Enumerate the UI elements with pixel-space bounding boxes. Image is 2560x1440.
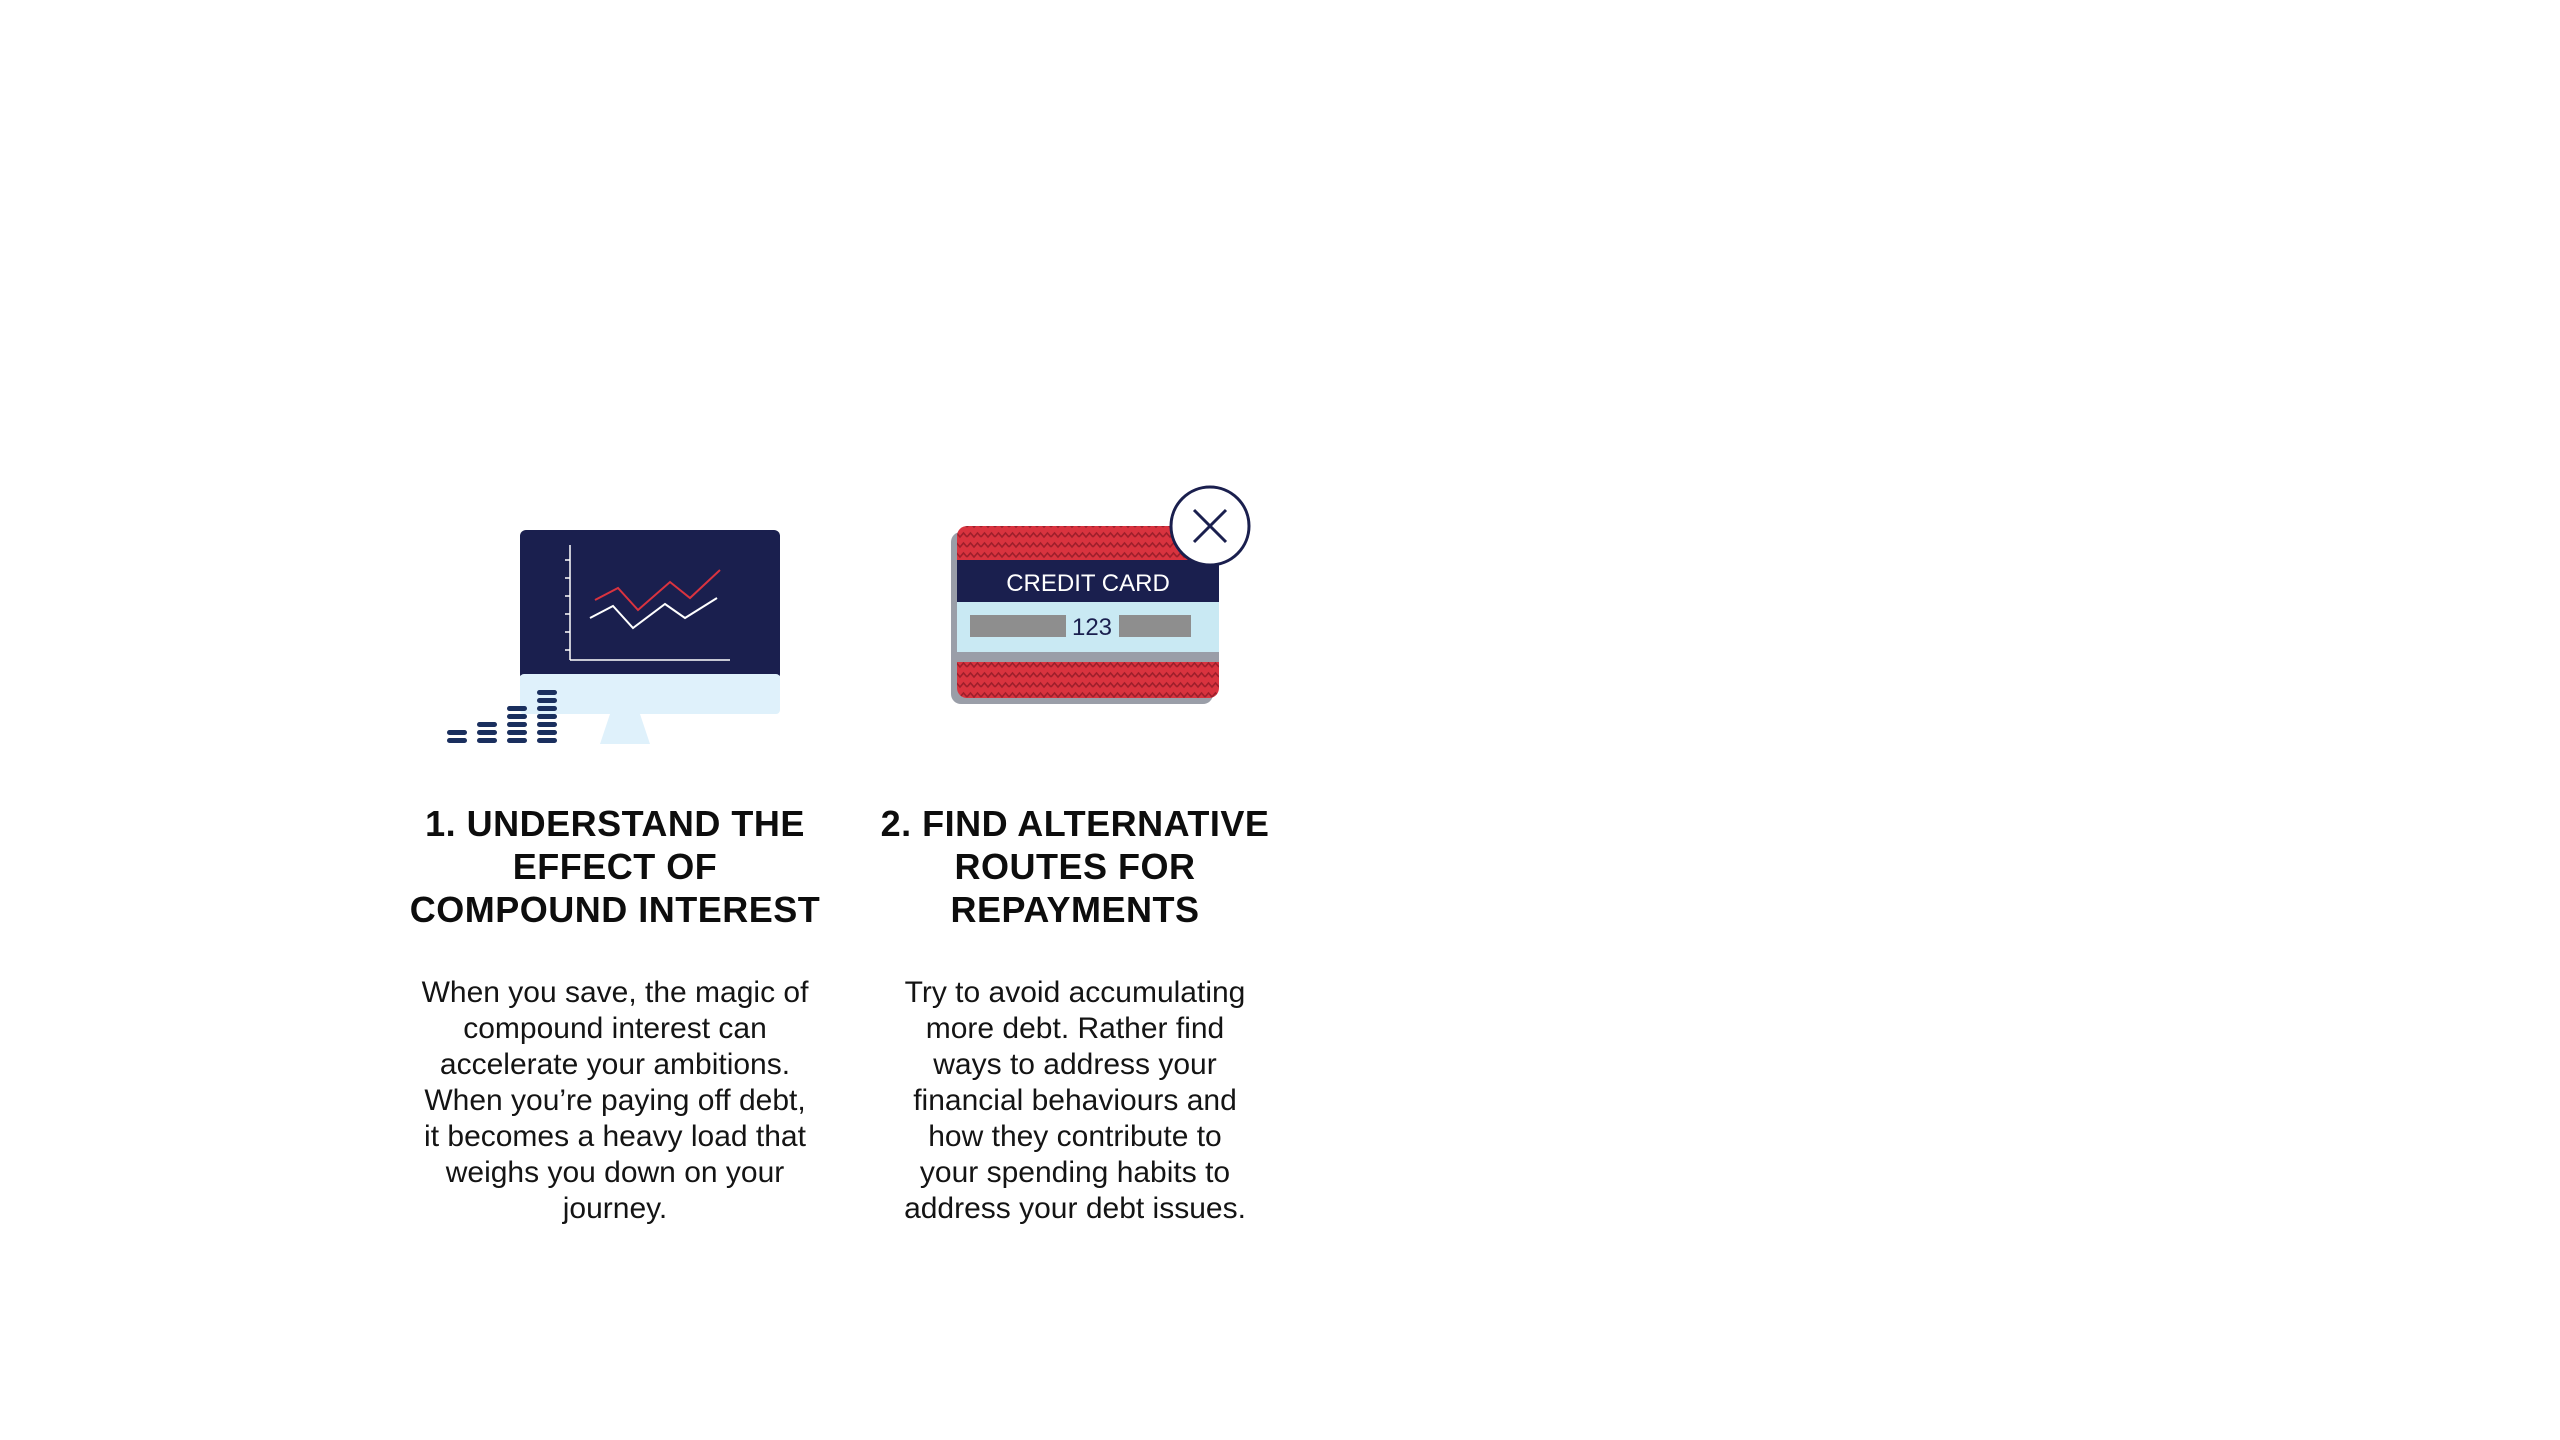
card-alternative-routes [855,460,1295,1227]
computer-monitor-chart-icon [395,460,835,760]
card-title: 2. FIND ALTERNATIVE ROUTES FOR REPAYMENTS [880,803,1270,930]
close-icon [1171,487,1249,565]
card-compound-interest [395,460,835,1227]
card-body: Try to avoid accumulating more debt. Rather find ways to address your financial behaviours and how they contribute to your spending habits to address your debt issues. [904,976,1246,1225]
credit-card-icon [855,460,1295,760]
credit-card-number: 123 [1071,614,1113,641]
card-body: When you save, the magic of compound interest can accelerate your ambitions. When you’re paying off debt, it becomes a heavy load that weighs you down on your journey. [421,976,809,1225]
credit-card-label: CREDIT CARD [1006,570,1170,597]
card-title: 1. UNDERSTAND THE EFFECT OF COMPOUND INTEREST [409,803,821,930]
